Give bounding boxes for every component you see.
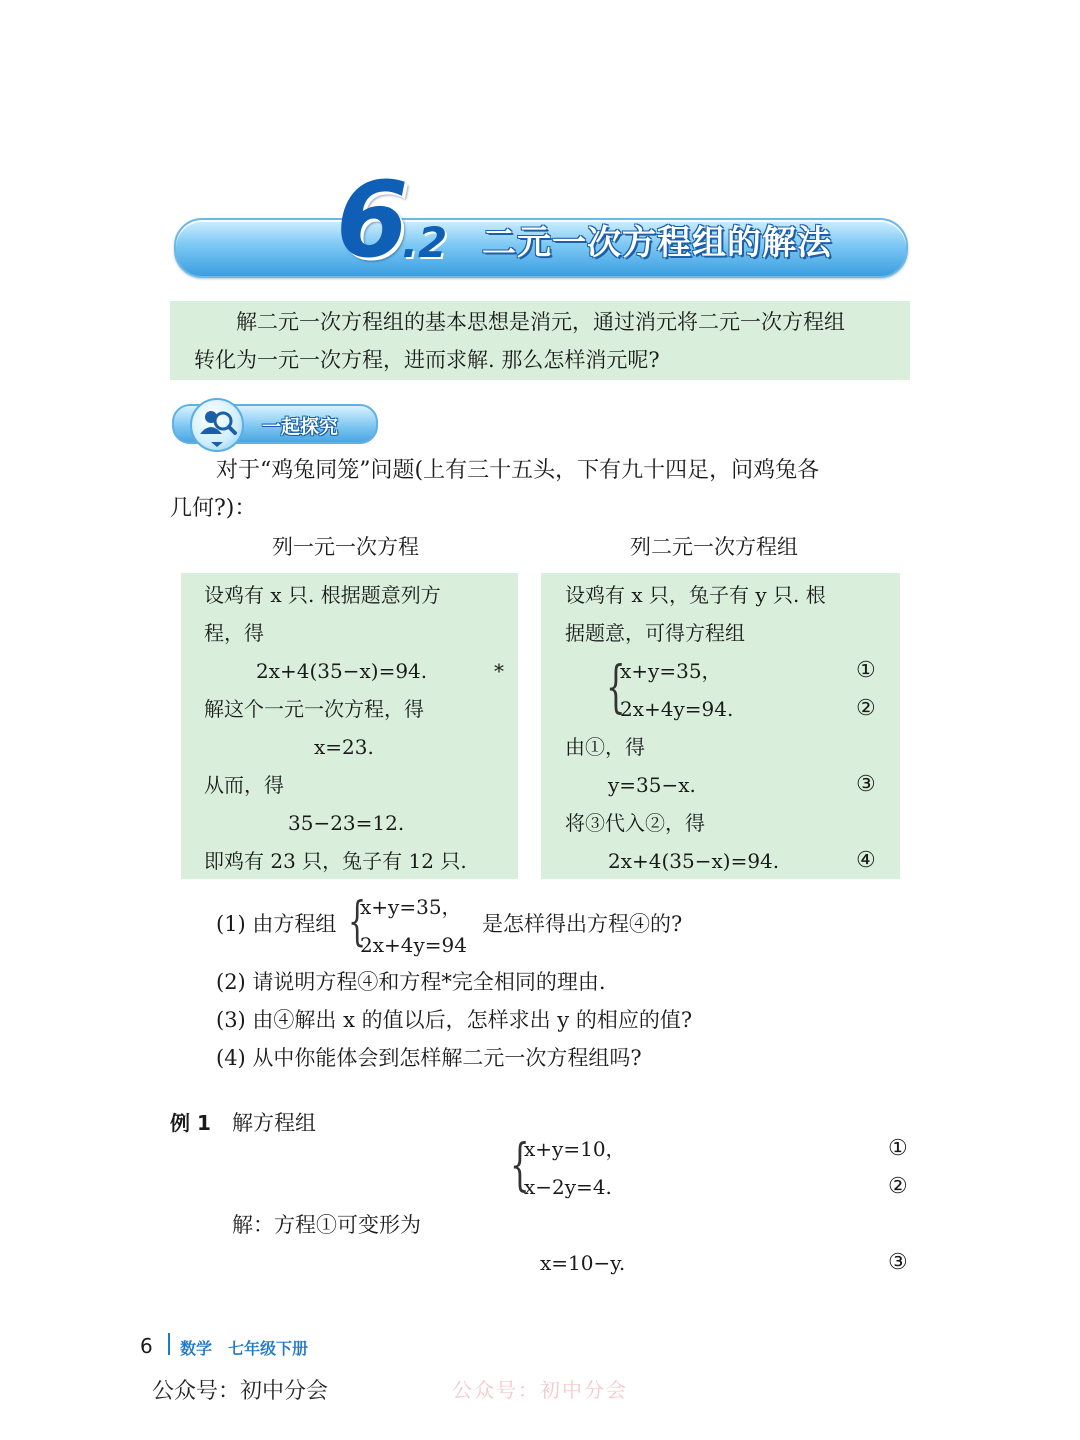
- right-system-brace: {: [606, 655, 626, 720]
- question-3: (3) 由④解出 x 的值以后，怎样求出 y 的相应的值?: [216, 1008, 693, 1032]
- question-1-eq-2: 2x+4y=94: [360, 933, 467, 957]
- left-calc: 35−23=12.: [288, 811, 405, 835]
- example-label: 例 1: [170, 1111, 211, 1135]
- example-eq-2-number: ②: [888, 1174, 908, 1199]
- explore-icon: [190, 398, 244, 452]
- question-1-brace: {: [348, 892, 367, 952]
- left-line-2: 程，得: [204, 621, 264, 645]
- example-eq-2: x−2y=4.: [524, 1175, 612, 1199]
- section-number: 6: [336, 159, 409, 281]
- left-equation-star: *: [494, 659, 504, 683]
- right-eq-1-number: ①: [856, 658, 876, 683]
- question-1-suffix: 是怎样得出方程④的?: [482, 912, 683, 936]
- section-title: 二元一次方程组的解法: [482, 223, 832, 263]
- right-column-heading: 列二元一次方程组: [630, 535, 798, 559]
- example-title: 解方程组: [232, 1111, 316, 1135]
- book-name: 数学 七年级下册: [180, 1339, 309, 1358]
- right-line-3: 由①，得: [565, 735, 645, 759]
- left-line-4: 解这个一元一次方程，得: [204, 697, 424, 721]
- example-solution-intro: 解：方程①可变形为: [232, 1213, 421, 1237]
- example-eq-3: x=10−y.: [540, 1251, 626, 1275]
- left-line-1: 设鸡有 x 只. 根据题意列方: [204, 583, 441, 607]
- wechat-account: 公众号：初中分会: [152, 1379, 329, 1404]
- page-number: 6: [140, 1334, 153, 1358]
- question-1-eq-1: x+y=35，: [360, 895, 462, 919]
- left-conclusion: 即鸡有 23 只，兔子有 12 只.: [204, 849, 467, 873]
- problem-line-1: 对于“鸡兔同笼”问题(上有三十五头，下有九十四足，问鸡兔各: [216, 458, 820, 483]
- explore-label: 一起探究: [262, 416, 339, 438]
- left-equation: 2x+4(35−x)=94.: [256, 659, 428, 683]
- example-system-brace: {: [510, 1133, 530, 1198]
- watermark: 公众号：初中分会: [452, 1378, 628, 1402]
- right-eq-2: 2x+4y=94.: [620, 697, 734, 721]
- question-1-prefix: (1) 由方程组: [216, 912, 337, 936]
- example-eq-3-number: ③: [888, 1250, 908, 1275]
- intro-line-1: 解二元一次方程组的基本思想是消元，通过消元将二元一次方程组: [236, 310, 845, 334]
- left-line-6: 从而，得: [204, 773, 284, 797]
- right-line-1: 设鸡有 x 只，兔子有 y 只. 根: [565, 583, 826, 607]
- example-eq-1: x+y=10，: [524, 1137, 626, 1161]
- right-eq-1: x+y=35，: [620, 659, 722, 683]
- right-eq-4: 2x+4(35−x)=94.: [608, 849, 780, 873]
- left-column-heading: 列一元一次方程: [272, 535, 419, 559]
- problem-line-2: 几何?)：: [170, 496, 257, 521]
- footer-divider: [168, 1333, 170, 1355]
- question-4: (4) 从中你能体会到怎样解二元一次方程组吗?: [216, 1046, 642, 1070]
- section-subnumber: .2: [402, 218, 448, 267]
- right-eq-3-number: ③: [856, 772, 876, 797]
- right-eq-3: y=35−x.: [608, 773, 696, 797]
- intro-line-2: 转化为一元一次方程，进而求解. 那么怎样消元呢?: [194, 348, 660, 372]
- example-eq-1-number: ①: [888, 1136, 908, 1161]
- question-2: (2) 请说明方程④和方程*完全相同的理由.: [216, 970, 606, 994]
- right-eq-4-number: ④: [856, 848, 876, 873]
- right-eq-2-number: ②: [856, 696, 876, 721]
- right-line-4: 将③代入②，得: [565, 811, 705, 835]
- left-solution-x: x=23.: [314, 735, 374, 759]
- people-search-icon: [192, 400, 242, 450]
- right-line-2: 据题意，可得方程组: [565, 621, 745, 645]
